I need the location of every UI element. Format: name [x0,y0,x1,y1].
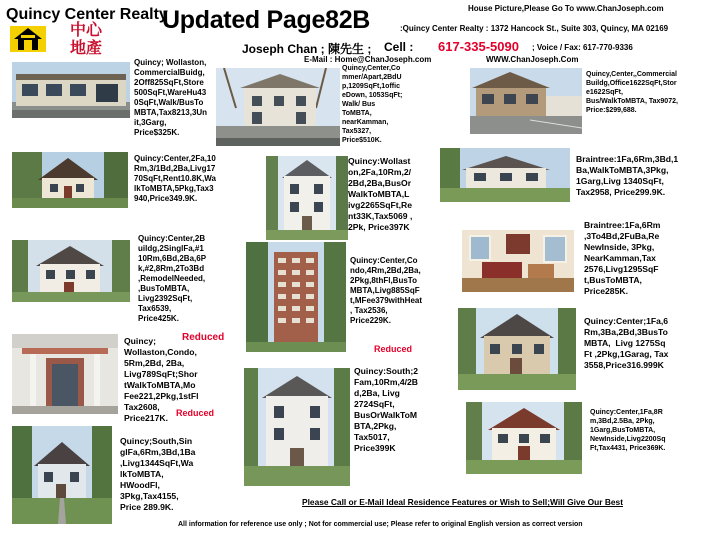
cape-house-photo[interactable] [12,152,128,208]
listing-line: 2Bd,2Ba,BusOr [348,178,412,188]
logo-char: 產 [86,38,103,57]
listing-line: MBTA, Livg 1275Sq [584,338,666,348]
listing-line: Quincy; [124,336,156,346]
listing-line: Price:$299,688. [586,107,637,114]
listing-description [590,408,665,453]
listing-line: 2Pk, Price397K [348,222,410,232]
single-family-photo[interactable] [12,426,112,524]
listing-line: Quincy,Center,,Commercial [586,71,677,78]
listing-description [586,70,678,115]
listing-line: on,2Fa,10Rm,2/ [348,167,412,177]
listing-line: t,BusToMBTA, [584,275,642,285]
listing-line: Tax5017, [354,432,390,442]
listing-description [342,64,402,145]
listing-line: Quincy;South,Sin [120,436,193,446]
listing-line: lkToMBTA, [120,469,164,479]
listing-line: ,RemodelNeeded, [138,274,206,283]
commercial-building-photo[interactable] [12,62,130,118]
listing-line: ToMBTA, [342,110,372,117]
call-to-action: Please Call or E-Mail Ideal Residence Features or Wish to Sell;Will Give Our Best [302,497,623,507]
listing-line: glFa,6Rm,3Bd,1Ba [120,447,196,457]
listing-line: uildg,2SinglFa,#1 [138,244,204,253]
ranch-house-photo[interactable] [440,148,570,202]
listing-line: WalkToMBTA,L [348,189,410,199]
listing-line: MBTA,Tax8213,3Un [134,108,208,117]
listing-line: Price399K [354,443,396,453]
office-building-photo[interactable] [470,68,582,134]
listing-line: Livg2392SqFt, [138,294,193,303]
center-colonial-photo[interactable] [466,402,582,474]
condo-entrance-photo[interactable] [12,334,118,414]
reduced-badge: Reduced [374,344,413,354]
listing-line: Tax2958, Price299.9K. [576,187,666,197]
reduced-badge: Reduced [182,332,225,343]
listing-line: NewInside,Livg2200Sq [590,436,666,443]
house-icon [10,26,46,52]
listing-line: eDown, 1053SqFt; [342,92,403,99]
cell-label: Cell : [384,40,414,54]
listing-line: 1Garg,BusToMBTA, [590,427,656,434]
email-link[interactable]: E-Mail : Home@ChanJoseph.com [304,55,432,64]
listing-description [348,156,412,233]
listing-line: Price425K. [138,314,179,323]
brand-name: Quincy Center Realty [6,6,168,23]
logo-char: 中 [70,20,87,39]
voice-fax: ; Voice / Fax: 617-770-9336 [532,43,633,52]
listing-line: Tax2608, [124,402,160,412]
listing-line: BusOrWalkToM [354,410,418,420]
website-link[interactable]: WWW.ChanJoseph.Com [486,55,579,64]
colonial-house-photo[interactable] [458,308,576,390]
page-title: Updated Page82B [162,6,371,34]
listing-description [576,154,678,198]
listing-line: Quincy; Wollaston, [134,58,207,67]
listing-line: 5Rm,2Bd, 2Ba, [124,358,185,368]
listing-line: lkToMBTA,5Pkg,Tax3 [134,184,214,193]
listing-line: 3Pkg,Tax4155, [120,491,179,501]
listing-line: mmer/Apart,2BdU [342,74,402,81]
listing-line: Walk/ Bus [342,101,376,108]
listing-line: NearKamman,Tax [584,253,656,263]
listing-description [120,436,195,513]
listing-line: NewInside, 3Pkg, [584,242,655,252]
listing-line: 70SqFt,Rent10.8K,Wa [134,174,216,183]
listing-line: d,2Ba, Livg [354,388,400,398]
listing-line: Quincy:Center,1Fa,8R [590,409,663,416]
listing-line: , Tax2536, [350,306,388,315]
listing-line: Rm,3/1Bd,2Ba,Livg17 [134,164,216,173]
listing-description [584,220,660,297]
listing-line: Bus/WalkToMBTA, Tax9072, [586,98,678,105]
listing-line: Quincy:Center,2B [138,234,206,243]
cell-number[interactable]: 617-335-5090 [438,39,519,54]
disclaimer: All information for reference use only ; Not for commercial use; Please refer to original English version as correct version [178,521,583,528]
office-address: :Quincy Center Realty : 1372 Hancock St., Suite 303, Quincy, MA 02169 [400,24,669,33]
listing-line: k,#2,8Rm,2To3Bd [138,264,205,273]
listing-description [350,256,422,326]
listing-line: Quincy:Center,Co [350,256,418,265]
house-picture-link[interactable]: House Picture,Please Go To www.ChanJoseph.com [468,4,664,13]
listing-description [354,366,418,454]
listing-line: Price 289.9K. [120,502,174,512]
listing-line: Quincy:Center;1Fa,6 [584,316,669,326]
listing-line: Quincy:South;2 [354,366,418,376]
listing-line: m,3Bd,2.5Ba, 2Pkg, [590,418,655,425]
listing-line: t,MFee379withHeat [350,296,423,305]
listing-line: Price$325K. [134,128,180,137]
apartment-building-photo[interactable] [216,68,340,146]
listing-line: Rm,3Ba,2Bd,3BusTo [584,327,668,337]
listing-line: ivg2265SqFt,Re [348,200,412,210]
listing-description [138,234,206,324]
listing-line: Ba,WalkToMBTA,3Pkg, [576,165,669,175]
listing-description [134,154,216,204]
listing-description [134,58,207,138]
listing-line: 500SqFt,WareHu43 [134,88,207,97]
listing-line: nearKamman, [342,119,389,126]
listing-line: Fam,10Rm,4/2B [354,377,419,387]
listing-line: Ft ,2Pkg,1Garag, Tax [584,349,669,359]
listing-line: e1622SqFt, [586,89,623,96]
logo-char: 心 [86,20,103,39]
listing-line: 2Pkg,8thFl,BusTo [350,276,417,285]
listing-line: Fee221,2Pkg,1stFl [124,391,199,401]
listing-line: Quincy:Wollast [348,156,411,166]
condo-tower-photo[interactable] [246,242,346,352]
listing-line: 10Rm,6Bd,2Ba,6P [138,254,207,263]
listing-line: Tax6539, [138,304,172,313]
listing-line: ,Livg1344SqFt,Wa [120,458,194,468]
listing-description [584,316,668,371]
listing-line: Quincy,Center,Co [342,65,401,72]
listing-line: ,BusToMBTA, [138,284,190,293]
south-two-family-photo[interactable] [244,368,350,486]
listing-line: 0SqFt,Walk/BusTo [134,98,204,107]
listing-line: 940,Price349.9K. [134,194,198,203]
listing-line: Quincy:Center,2Fa,10 [134,154,216,163]
listing-line: Price217K. [124,413,168,423]
two-single-family-photo[interactable] [12,240,130,302]
listing-line: Braintree:1Fa,6Rm [584,220,661,230]
listing-line: 2Off825SqFt,Store [134,78,204,87]
listing-line: 3558,Price316.999K [584,360,664,370]
listing-line: Ft,Tax4431, Price369K. [590,445,666,452]
interior-living-room-photo[interactable] [462,222,574,292]
listing-line: CommercialBuidg, [134,68,205,77]
listing-line: ndo,4Rm,2Bd,2Ba, [350,266,421,275]
listing-line: 2576,Livg1295SqF [584,264,659,274]
listing-line: it,3Garg, [134,118,167,127]
listing-line: Price285K. [584,286,628,296]
listing-line: nt33K,Tax5069 , [348,211,413,221]
listing-line: 2724SqFt, [354,399,395,409]
two-family-house-photo[interactable] [266,156,348,240]
reduced-badge: Reduced [176,408,215,418]
agent-name: Joseph Chan ; 陳先生 ; [242,42,372,56]
listing-line: Price229K. [350,316,391,325]
listing-line: BTA,2Pkg, [354,421,397,431]
listing-line: Wollaston,Condo, [124,347,197,357]
listing-line: Tax5327, [342,128,372,135]
listing-line: Price$510K. [342,137,382,144]
listing-line: Buildg,Office1622SqFt,Stor [586,80,677,87]
listing-line: tWalkToMBTA,Mo [124,380,196,390]
logo-char: 地 [70,38,87,57]
listing-line: MBTA,Livg885SqF [350,286,420,295]
listing-line: Livg789SqFt;Shor [124,369,198,379]
listing-line: HWoodFl, [120,480,160,490]
listing-line: ,3To4Bd,2FuBa,Re [584,231,660,241]
listing-line: p,1209SqFt,1offic [342,83,400,90]
listing-line: 1Garg,Livg 1340SqFt, [576,176,664,186]
listing-line: Braintree:1Fa,6Rm,3Bd,1 [576,154,679,164]
